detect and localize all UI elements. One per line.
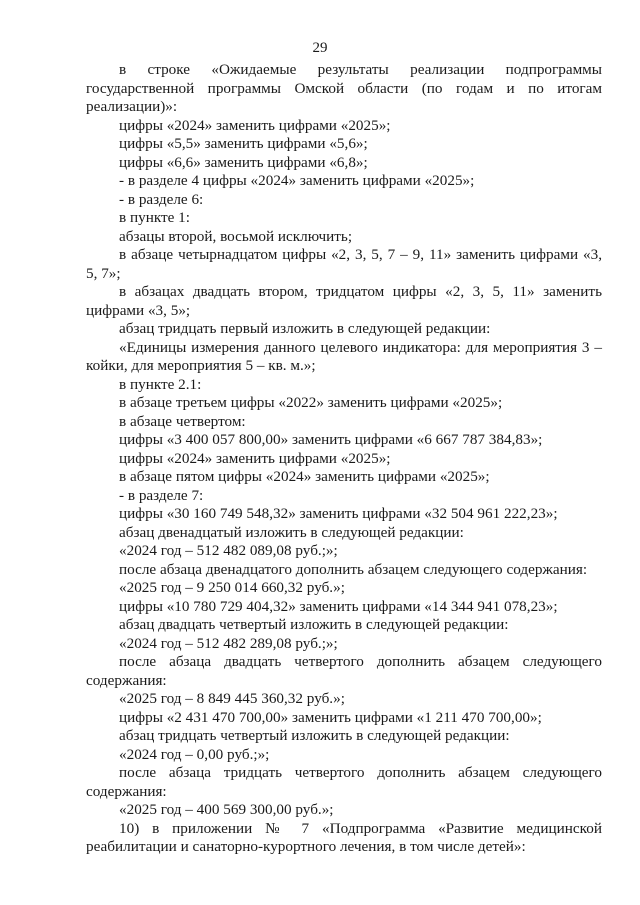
paragraph-11: абзац тридцать первый изложить в следующей редакции: (119, 320, 491, 337)
paragraph-4: цифры «6,6» заменить цифрами «6,8»; (119, 153, 368, 171)
paragraph-30: цифры «2 431 470 700,00» заменить цифрами «1 211 470 700,00»; (119, 708, 542, 726)
paragraph-22: «2024 год – 512 482 089,08 руб.;»; (119, 542, 338, 559)
paragraph-5: - в разделе 4 цифры «2024» заменить цифрами «2025»; (119, 172, 475, 189)
paragraph-12: «Единицы измерения данного целевого индикатора: для мероприятия 3 – койки, для мероприятия 5 – кв. м.»; (86, 338, 602, 374)
paragraph-9: в абзаце четырнадцатом цифры «2, 3, 5, 7 – 9, 11» заменить цифрами «3, 5, 7»; (86, 246, 602, 282)
paragraph-18: в абзаце пятом цифры «2024» заменить цифрами «2025»; (119, 468, 490, 485)
paragraph-8: абзацы второй, восьмой исключить; (119, 227, 353, 245)
paragraph-1: в строке «Ожидаемые результаты реализации подпрограммы государственной программы Омской области (по годам и по итогам реализации)»: (86, 61, 602, 115)
paragraph-20: цифры «30 160 749 548,32» заменить цифрами «32 504 961 222,23»; (119, 505, 558, 522)
paragraph-33: после абзаца тридцать четвертого дополнить абзацем следующего содержания: (86, 764, 602, 800)
paragraph-3: цифры «5,5» заменить цифрами «5,6»; (119, 135, 368, 152)
paragraph-7: в пункте 1: (119, 209, 190, 226)
paragraph-32: «2024 год – 0,00 руб.;»; (119, 745, 270, 763)
paragraph-10: в абзацах двадцать втором, тридцатом цифры «2, 3, 5, 11» заменить цифрами «3, 5»; (86, 283, 602, 319)
paragraph-24: «2025 год – 9 250 014 660,32 руб.»; (119, 579, 345, 596)
paragraph-34: «2025 год – 400 569 300,00 руб.»; (119, 801, 334, 818)
paragraph-15: в абзаце четвертом: (119, 412, 246, 430)
paragraph-23: после абзаца двенадцатого дополнить абзацем следующего содержания: (119, 560, 588, 578)
paragraph-27: «2024 год – 512 482 289,08 руб.;»; (119, 634, 338, 652)
paragraph-21: абзац двенадцатый изложить в следующей редакции: (119, 523, 464, 541)
paragraph-14: в абзаце третьем цифры «2022» заменить цифрами «2025»; (119, 394, 503, 411)
paragraph-16: цифры «3 400 057 800,00» заменить цифрами «6 667 787 384,83»; (119, 431, 543, 448)
paragraph-31: абзац тридцать четвертый изложить в следующей редакции: (119, 727, 510, 744)
paragraph-28: после абзаца двадцать четвертого дополнить абзацем следующего содержания: (86, 653, 602, 689)
paragraph-2: цифры «2024» заменить цифрами «2025»; (119, 116, 391, 134)
paragraph-29: «2025 год – 8 849 445 360,32 руб.»; (119, 690, 345, 707)
paragraph-35: 10) в приложении № 7 «Подпрограмма «Развитие медицинской реабилитации и санаторно-курортного лечения, в том числе детей»: (86, 819, 602, 855)
document-body (86, 61, 602, 857)
paragraph-17: цифры «2024» заменить цифрами «2025»; (119, 449, 391, 467)
paragraph-6: - в разделе 6: (119, 190, 204, 208)
paragraph-25: цифры «10 780 729 404,32» заменить цифрами «14 344 941 078,23»; (119, 597, 558, 615)
paragraph-26: абзац двадцать четвертый изложить в следующей редакции: (119, 616, 509, 633)
paragraph-13: в пункте 2.1: (119, 375, 202, 393)
page-number: 29 (312, 40, 328, 56)
paragraph-19: - в разделе 7: (119, 486, 204, 504)
